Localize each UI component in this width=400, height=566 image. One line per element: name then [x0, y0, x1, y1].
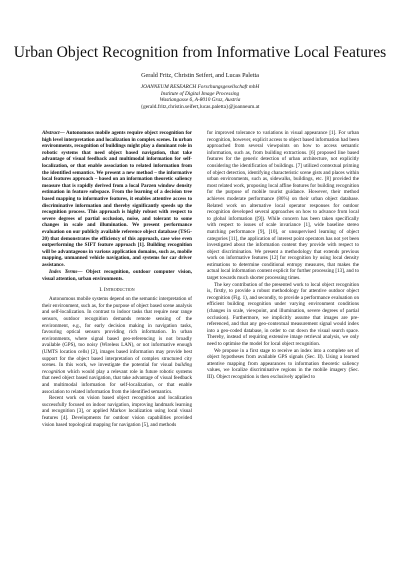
author-list: Gerald Fritz, Christin Seifert, and Lucas Paletta	[141, 72, 259, 79]
affiliation-institute: Institute of Digital Image Processing	[160, 90, 240, 97]
intro-italic-term: building recognition	[42, 362, 192, 375]
abstract-label: Abstract	[42, 130, 60, 136]
index-terms-text: — Object recognition, outdoor computer vision, visual attention, urban environments.	[42, 269, 192, 283]
right-paragraph-3: We propose in a first stage to receive an index into a complete set of object hypotheses from available GPS signals (Sec. II). Using a learned attentive mapping from appearances to information theoretic saliency values, we localize discriminative regions in the mobile imagery (Sec. III). Object recognition is then exclusively applied to	[207, 347, 359, 380]
index-terms-label: Index Terms	[49, 269, 78, 276]
right-paragraph-2: The key contribution of the presented work to local object recognition is, firstly, to provide a robust methodology for attentive outdoor object recognition (Fig. 1), and secondly, to provide a performance evaluation on efficient building recognition under varying environment conditions (changes in scale, viewpoint, and illumination, severe degrees of partial occlusion). Furthermore, we implicitly assume that images are pre-referenced, and that any geo-contextual measurement signal would index into a geo-coded database, in order to cut down the visual search space. Thereby, instead of requiring extensive image retrieval analysis, we only need to optimise the model for local object recognition.	[207, 281, 359, 347]
intro-paragraph-1-text: Autonomous mobile systems depend on the semantic interpretation of their environment, such as, for the purpose of object based scene analysis and self-localization. In contrast to indoor tasks that require near range sensors, outdoor recognition demands remote sensing of the environment, e.g., for early decision making in navigation tasks, favouring optical sensors providing rich information. In urban environments, where signal based geo-referencing is not broadly available (GPS), too noisy (Wireless LAN), or not informative enough (UMTS location cells) [2], images based information may provide best support for the object based interpretation of complex structured city scenes. In this work, we investigate the potential for visual	[42, 296, 192, 369]
intro-paragraph-1	[42, 296, 192, 395]
affiliation	[0, 84, 400, 110]
paper-title: Urban Object Recognition from Informative Local Features	[13, 44, 387, 61]
affiliation-address: Wastiangasse 6, A-8010 Graz, Austria	[159, 97, 241, 104]
right-paragraph-1: for improved tolerance to variations in visual appearance [1]. For urban recognition, however, explicit access to object based information had been approached from several viewpoints on how to access semantic information, such as, from building extractions. [6] proposed line based features for the generic detection of urban architecture, not explicitly considering the identification of buildings. [7] utilized contextual priming of object detection, identifying characteristic scene gists and places within urban environments, such as, sidewalks, buildings, etc. [8] provided the most related work, proposing local affine features for building recognition for the purpose of mobile tourist guidance. However, their method achieves moderate performance (86%) on their urban object database. Related work on alternative local operator responses for outdoor recognition developed several approaches on how to advance from local to global information ([9]). While concern has been taken specifically with respect to issues of scale invariance [1], wide baseline stereo matching performance [9], [10], or unsupervised learning of object categories [11], the application of interest point operators has not yet been investigated about the information content they provide with respect to object discrimination. We present a methodology that extends previous work on informative features [12] for recognition by using local density estimations to determine conditional entropy measures, that makes the actual local information content explicit for further processing [13], and to target towards much shorter processing times.	[207, 130, 359, 282]
left-column	[42, 130, 192, 428]
intro-paragraph-1-tail: which would play a relevant role in future robotic systems that need object based navigation, that take advantage of visual feedback and multimodal information for self-localization, or that enable association to related information from the identified semantics.	[42, 368, 192, 395]
section-heading-introduction: I. Introduction	[99, 286, 135, 293]
affiliation-org: JOANNEUM RESEARCH Forschungsgesellschaft mbH	[140, 84, 260, 90]
abstract-text: — Autonomous mobile agents require object recognition for high level interpretation and localization in complex scenes. In urban environments, recognition of buildings might play a dominant role in robotic systems that need object based navigation, that take advantage of visual feedback and multimodal information for self-localization, or that enable association to related information from the identified semantics. We present a new method – the informative local features approach – based on an information theoretic saliency measure that is rapidly derived from a local Parzen window density estimation in feature subspace. From the learning of a decision tree based mapping to informative features, it enables attentive access to discriminative information and thereby significantly speeds up the recognition process. This approach is highly robust with respect to severe degrees of partial occlusion, noise, and tolerant to some changes in scale and illumination. We present performance evaluation on our publicly available reference object database (TSG-20) that demonstrates the efficiency of this approach, case wise even outperforming the SIFT feature approach [1]. Building recognition will be advantageous in various application domains, such as, mobile mapping, unmanned vehicle navigation, and systems for car driver assistance.	[42, 130, 192, 268]
intro-paragraph-2: Recent work on vision based object recognition and localization successfully focused on indoor navigation, improving landmark learning and recognition [3], or applied Markov localization using local visual features [4]. Developments for outdoor vision capabilities provided vision based topological mapping for navigation [5], and methods	[42, 395, 192, 428]
affiliation-email: {gerald.fritz,christin.seifert,lucas.paletta}@joanneum.at	[140, 103, 260, 110]
index-terms	[42, 269, 192, 282]
abstract	[42, 130, 192, 268]
right-column	[207, 130, 359, 381]
